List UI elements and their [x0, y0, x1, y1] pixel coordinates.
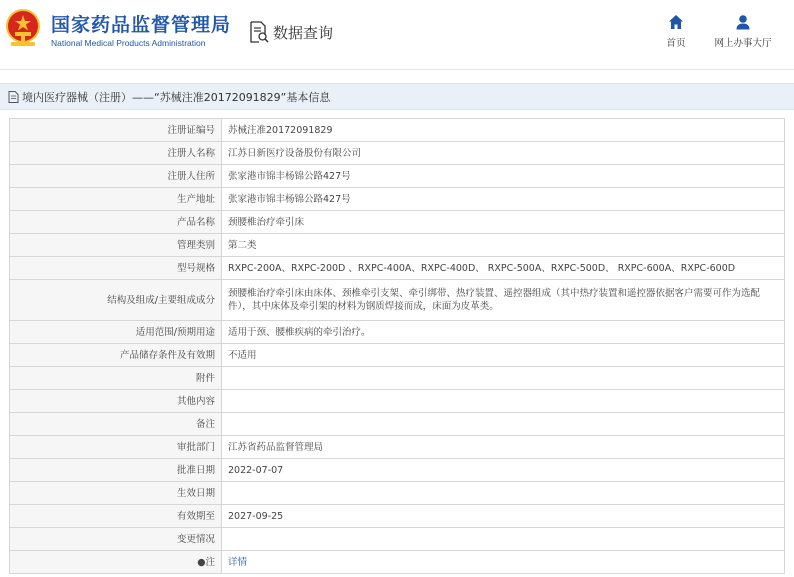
data-query-label: 数据查询 — [273, 23, 334, 42]
user-icon — [735, 14, 751, 30]
field-label: 管理类别 — [10, 234, 222, 257]
table-row — [10, 528, 785, 551]
nav-online-service-hall-label: 网上办事大厅 — [714, 38, 772, 49]
field-label: 批准日期 — [10, 459, 222, 482]
document-icon — [8, 91, 19, 103]
field-label: ●注 — [10, 551, 222, 574]
site-name-cn[interactable]: 国家药品监督管理局 — [51, 14, 232, 36]
table-row — [10, 390, 785, 413]
site-header — [0, 0, 794, 70]
national-emblem-icon — [6, 9, 40, 47]
field-label: 生效日期 — [10, 482, 222, 505]
table-row — [10, 257, 785, 280]
field-label: 产品储存条件及有效期 — [10, 344, 222, 367]
table-row — [10, 505, 785, 528]
field-value — [222, 367, 785, 390]
field-value — [222, 551, 785, 574]
field-value: 张家港市锦丰杨锦公路427号 — [222, 188, 785, 211]
table-row — [10, 211, 785, 234]
field-value: 江苏省药品监督管理局 — [222, 436, 785, 459]
field-value — [222, 390, 785, 413]
field-label: 适用范围/预期用途 — [10, 321, 222, 344]
table-row — [10, 321, 785, 344]
site-name-en[interactable]: National Medical Products Administration — [51, 38, 206, 48]
field-value: 江苏日新医疗设备股份有限公司 — [222, 142, 785, 165]
field-label: 产品名称 — [10, 211, 222, 234]
field-value: 张家港市锦丰杨锦公路427号 — [222, 165, 785, 188]
table-row — [10, 551, 785, 574]
field-label: 备注 — [10, 413, 222, 436]
field-label: 注册人住所 — [10, 165, 222, 188]
document-search-icon — [249, 21, 269, 43]
header-divider — [0, 69, 794, 70]
field-label: 有效期至 — [10, 505, 222, 528]
field-label: 生产地址 — [10, 188, 222, 211]
field-value: 适用于颈、腰椎疾病的牵引治疗。 — [222, 321, 785, 344]
record-title: 境内医疗器械（注册）——“苏械注准20172091829”基本信息 — [22, 90, 331, 104]
field-label: 审批部门 — [10, 436, 222, 459]
table-row — [10, 165, 785, 188]
record-title-bar — [0, 83, 794, 110]
table-row — [10, 482, 785, 505]
nav-home-label: 首页 — [666, 38, 686, 49]
field-value — [222, 482, 785, 505]
field-label: 结构及组成/主要组成成分 — [10, 280, 222, 321]
nav-online-service-hall[interactable] — [710, 14, 776, 49]
table-row — [10, 188, 785, 211]
table-row — [10, 413, 785, 436]
data-query-link[interactable] — [249, 20, 333, 44]
field-label: 注册证编号 — [10, 119, 222, 142]
field-label: 型号规格 — [10, 257, 222, 280]
field-value — [222, 528, 785, 551]
registration-detail-table — [9, 118, 785, 574]
table-row — [10, 119, 785, 142]
details-link[interactable]: 详情 — [228, 556, 248, 568]
field-value: 苏械注准20172091829 — [222, 119, 785, 142]
table-row — [10, 142, 785, 165]
field-label: 变更情况 — [10, 528, 222, 551]
table-row — [10, 436, 785, 459]
home-icon — [668, 14, 684, 30]
field-value: 2027-09-25 — [222, 505, 785, 528]
nav-home[interactable] — [660, 14, 692, 49]
field-value: 不适用 — [222, 344, 785, 367]
field-value: RXPC-200A、RXPC-200D 、RXPC-400A、RXPC-400D、 RXPC-500A、RXPC-500D、 RXPC-600A、RXPC-600D — [222, 257, 785, 280]
table-row — [10, 367, 785, 390]
field-value: 颈腰椎治疗牵引床 — [222, 211, 785, 234]
field-label: 附件 — [10, 367, 222, 390]
field-value: 第二类 — [222, 234, 785, 257]
field-label: 其他内容 — [10, 390, 222, 413]
table-row — [10, 234, 785, 257]
table-row — [10, 344, 785, 367]
field-value: 2022-07-07 — [222, 459, 785, 482]
field-value: 颈腰椎治疗牵引床由床体、颈椎牵引支架、牵引绑带、热疗装置、遥控器组成（其中热疗装置和遥控器依据客户需要可作为选配件），其中床体及牵引架的材料为钢质焊接而成，床面为皮革类。 — [222, 280, 785, 321]
table-row — [10, 459, 785, 482]
table-row — [10, 280, 785, 321]
field-label: 注册人名称 — [10, 142, 222, 165]
field-value — [222, 413, 785, 436]
